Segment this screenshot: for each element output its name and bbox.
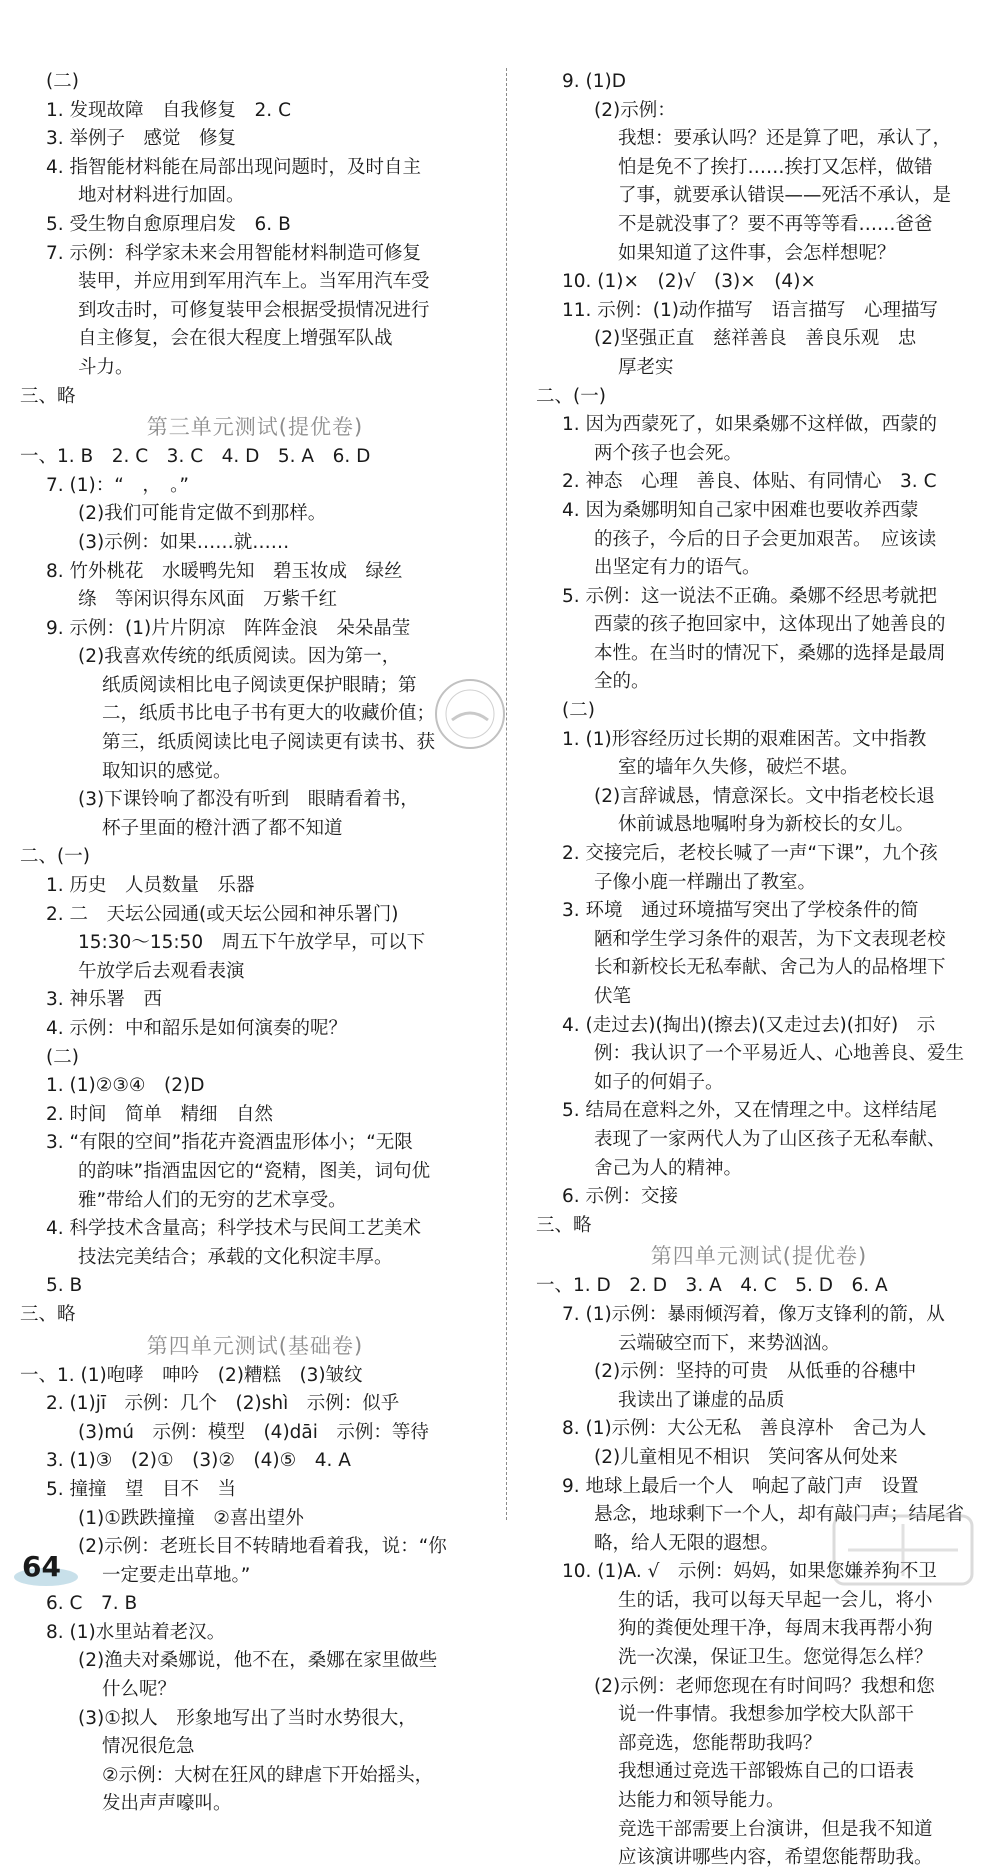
answer-line: (2)我们可能肯定做不到那样。 [78,503,327,525]
answer-line: 7. (1)示例：暴雨倾泻着，像万支锋利的箭，从 [562,1303,945,1325]
answer-line: 洗一次澡，保证卫生。您觉得怎么样？ [618,1647,933,1669]
answer-line: 部竞选，您能帮助我吗？ [618,1732,822,1754]
answer-line: 4. 科学技术含量高；科学技术与民间工艺美术 [46,1218,422,1240]
answer-line: 5. 示例：这一说法不正确。桑娜不经思考就把 [562,585,938,607]
answer-line: 8. (1)水里站着老汉。 [46,1621,226,1643]
answer-line: (3)mú 示例：模型 (4)dāi 示例：等待 [78,1421,429,1443]
answer-line: (二) [562,700,595,722]
answer-line: (3)示例：如果……就…… [78,531,290,553]
answer-line: 1. 历史 人员数量 乐器 [46,875,255,897]
section-title: 第四单元测试(基础卷) [146,1333,364,1358]
answer-line: 杯子里面的橙汁洒了都不知道 [102,817,343,839]
answer-line: 9. 示例：(1)片片阴凉 阵阵金浪 朵朵晶莹 [46,617,411,639]
answer-line: 1. 发现故障 自我修复 2. C [46,99,291,121]
answer-line: 陋和学生学习条件的艰苦，为下文表现老校 [594,928,946,950]
answer-line: 三、略 [20,1303,76,1325]
answer-line: 11. 示例：(1)动作描写 语言描写 心理描写 [562,299,939,321]
answer-line: 厚老实 [618,356,674,378]
right-answer-column [536,68,982,1873]
answer-line: 伏笔 [594,986,632,1007]
answer-line: 绦 等闲识得东风面 万紫千红 [78,589,338,611]
answer-line: 取知识的感觉。 [102,760,232,782]
answer-line: 2. 神态 心理 善良、体贴、有同情心 3. C [562,471,937,493]
answer-line: 2. 交接完后，老校长喊了一声“下课”，九个孩 [562,843,938,865]
answer-line: (二) [46,1046,79,1068]
answer-line: (二) [46,71,79,92]
answer-line: 三、略 [536,1214,592,1236]
answer-line: 9. 地球上最后一个人 响起了敲门声 设置 [562,1475,919,1497]
answer-line: 二，纸质书比电子书有更大的收藏价值； [102,703,436,725]
answer-line: 情况很危急 [102,1736,195,1758]
answer-line: 1. 因为西蒙死了，如果桑娜不这样做，西蒙的 [562,414,938,436]
answer-line: 10. (1)A. √ 示例：妈妈，如果您嫌养狗不卫 [562,1561,937,1583]
answer-line: 我想通过竞选干部锻炼自己的口语表 [618,1761,915,1783]
answer-line: (3)下课铃响了都没有听到 眼睛看着书， [78,789,419,811]
answer-line: 纸质阅读相比电子阅读更保护眼睛；第 [102,674,417,696]
answer-line: 4. (走过去)(掏出)(擦去)(又走过去)(扣好) 示 [562,1014,936,1036]
answer-line: 9. (1)D [562,71,626,92]
answer-line: 4. 指智能材料能在局部出现问题时，及时自主 [46,156,422,178]
answer-line: (2)渔夫对桑娜说，他不在，桑娜在家里做些 [78,1650,438,1672]
answer-line: 7. (1)：“ ， 。” [46,474,189,496]
answer-line: (2)言辞诚恳，情意深长。文中指老校长退 [594,785,935,807]
answer-line: 6. C 7. B [46,1593,138,1615]
answer-line: 竞选干部需要上台演讲，但是我不知道 [618,1818,933,1840]
answer-line: 3. 环境 通过环境描写突出了学校条件的简 [562,900,919,922]
answer-line: 4. 因为桑娜明知自己家中困难也要收养西蒙 [562,499,919,521]
answer-line: 应该演讲哪些内容，希望您能帮助我。 [618,1847,933,1869]
answer-line: 1. (1)形容经历过长期的艰难困苦。文中指教 [562,728,927,750]
answer-line: 1. (1)②③④ (2)D [46,1075,205,1097]
answer-line: 斗力。 [78,356,134,378]
answer-line: 我读出了谦虚的品质 [618,1389,785,1411]
answer-line: 第三，纸质阅读比电子阅读更有读书、获 [102,732,436,754]
section-title: 第四单元测试(提优卷) [650,1244,868,1269]
answer-line: 出坚定有力的语气。 [594,557,761,579]
answer-line: 例：我认识了一个平易近人、心地善良、爱生 [594,1043,965,1065]
answer-line: (2)示例： [594,99,676,121]
answer-line: 8. 竹外桃花 水暖鸭先知 碧玉妆成 绿丝 [46,560,403,582]
answer-line: 室的墙年久失修，破烂不堪。 [618,757,859,779]
answer-line: 地对材料进行加固。 [78,185,245,207]
answer-line: 装甲，并应用到军用汽车上。当军用汽车受 [78,271,430,293]
answer-line: 云端破空而下，来势汹汹。 [618,1332,841,1354]
answer-line: 15:30～15:50 周五下午放学早，可以下 [78,932,426,954]
answer-line: 5. 撞撞 望 目不 当 [46,1478,237,1500]
answer-line: (2)我喜欢传统的纸质阅读。因为第一， [78,646,401,668]
answer-line: 怕是免不了挨打……挨打又怎样，做错 [618,156,933,178]
circular-stamp-icon [432,676,508,752]
answer-line: (2)示例：老师您现在有时间吗？我想和您 [594,1675,935,1697]
page-number: 64 [22,1550,61,1583]
answer-line: 2. 二 天坛公园通(或天坛公园和神乐署门) [46,903,399,925]
answer-line: 不是就没事了？要不再等等看……爸爸 [618,213,933,235]
left-answer-column [20,68,490,1819]
answer-line: 我想：要承认吗？还是算了吧，承认了， [618,128,952,150]
answer-line: 了事，就要承认错误——死活不承认，是 [618,185,952,207]
answer-line: 达能力和领导能力。 [618,1790,785,1812]
answer-line: 如子的何娟子。 [594,1071,724,1093]
answer-line: 10. (1)× (2)√ (3)× (4)× [562,271,816,293]
answer-line: 3. “有限的空间”指花卉瓷酒盅形体小；“无限 [46,1132,413,1154]
answer-line: 3. (1)③ (2)① (3)② (4)⑤ 4. A [46,1450,351,1472]
answer-line: 自主修复，会在很大程度上增强军队战 [78,328,393,350]
answer-line: 说一件事情。我想参加学校大队部干 [618,1704,915,1726]
answer-line: (2)示例：老班长目不转睛地看着我，说：“你 [78,1536,447,1558]
section-title: 第三单元测试(提优卷) [146,415,364,440]
answer-line: ②示例：大树在狂风的肆虐下开始摇头， [102,1764,434,1786]
answer-line: 2. 时间 简单 精细 自然 [46,1103,274,1125]
page-number-badge [14,1546,84,1586]
answer-line: 2. (1)jī 示例：几个 (2)shì 示例：似乎 [46,1393,400,1415]
answer-line: 什么呢？ [102,1679,177,1701]
answer-line: 西蒙的孩子抱回家中，这体现出了她善良的 [594,614,946,636]
answer-line: 一、1. (1)咆哮 呻吟 (2)糟糕 (3)皱纹 [20,1364,363,1386]
answer-line: 6. 示例：交接 [562,1186,679,1208]
answer-line: 舍己为人的精神。 [594,1157,743,1179]
watermark-logo-icon [828,1510,978,1590]
answer-line: (1)①跌跌撞撞 ②喜出望外 [78,1507,304,1529]
column-divider [506,68,507,1520]
answer-line: 休前诚恳地嘱咐身为新校长的女儿。 [618,814,915,836]
answer-line: 的韵味”指酒盅因它的“瓷精，图美，词句优 [78,1160,431,1182]
answer-line: 4. 示例：中和韶乐是如何演奏的呢？ [46,1018,348,1039]
answer-line: 午放学后去观看表演 [78,960,245,982]
answer-line: 雅”带给人们的无穷的艺术享受。 [78,1189,347,1211]
answer-line: 7. 示例：科学家未来会用智能材料制造可修复 [46,242,422,264]
answer-line: 长和新校长无私奉献、舍己为人的品格埋下 [594,957,946,979]
answer-line: 一、1. B 2. C 3. C 4. D 5. A 6. D [20,446,371,468]
answer-line: 到攻击时，可修复装甲会根据受损情况进行 [78,299,430,321]
answer-line: 发出声声嚎叫。 [102,1793,232,1815]
answer-line: (3)①拟人 形象地写出了当时水势很大， [78,1707,417,1729]
answer-line: 略，给人无限的遐想。 [594,1532,780,1554]
answer-line: 技法完美结合；承载的文化积淀丰厚。 [78,1246,393,1268]
answer-line: 8. (1)示例：大公无私 善良淳朴 舍己为人 [562,1418,927,1440]
answer-line: 的孩子，今后的日子会更加艰苦。 应该读 [594,528,937,550]
answer-line: 3. 神乐署 西 [46,989,163,1011]
answer-line: 3. 举例子 感觉 修复 [46,128,237,150]
answer-line: (2)示例：坚持的可贵 从低垂的谷穗中 [594,1361,917,1383]
answer-line: 全的。 [594,671,650,693]
answer-line: 狗的粪便处理干净，每周末我再帮小狗 [618,1618,933,1640]
answer-line: 本性。在当时的情况下，桑娜的选择是最周 [594,642,946,664]
answer-line: (2)坚强正直 慈祥善良 善良乐观 忠 [594,328,917,350]
answer-line: 5. 结局在意料之外，又在情理之中。这样结尾 [562,1100,938,1122]
answer-line: 子像小鹿一样蹦出了教室。 [594,871,817,893]
answer-line: 如果知道了这件事，会怎样想呢？ [618,242,896,264]
answer-line: 表现了一家两代人为了山区孩子无私奉献、 [594,1128,946,1150]
answer-line: (2)儿童相见不相识 笑问客从何处来 [594,1446,898,1468]
answer-line: 5. B [46,1275,83,1297]
answer-line: 生的话，我可以每天早起一会儿，将小 [618,1589,933,1611]
answer-line: 悬念，地球剩下一个人，却有敲门声；结尾省 [594,1504,965,1526]
answer-line: 二、(一) [20,846,90,868]
answer-line: 两个孩子也会死。 [594,442,743,464]
answer-line: 二、(一) [536,385,606,407]
answer-line: 一定要走出草地。” [102,1564,251,1586]
answer-line: 5. 受生物自愈原理启发 6. B [46,213,291,235]
answer-line: 三、略 [20,385,76,407]
answer-line: 一、1. D 2. D 3. A 4. C 5. D 6. A [536,1275,888,1297]
